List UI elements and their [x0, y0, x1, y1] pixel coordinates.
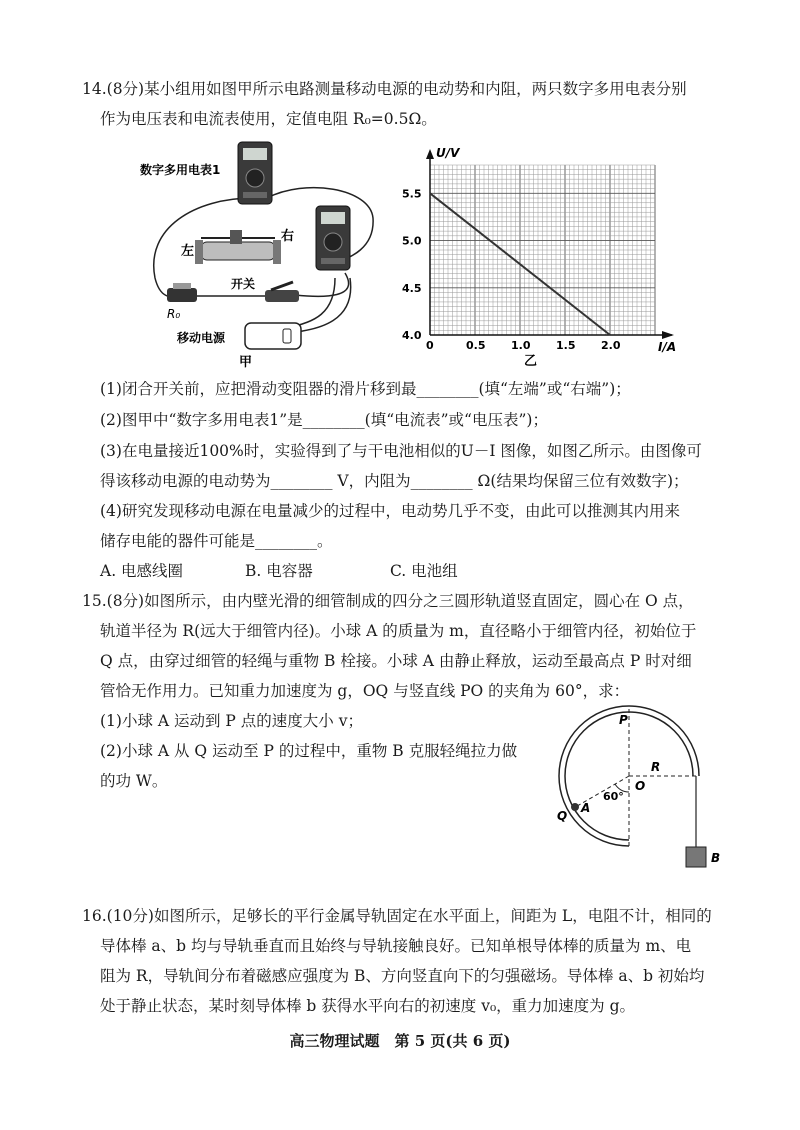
label-o: O [635, 779, 646, 793]
page-footer: 高三物理试题 第 5 页(共 6 页) [289, 1032, 511, 1050]
digital-multimeter-2 [316, 206, 350, 270]
r0-label: R₀ [167, 307, 181, 321]
q16-line1: 16.(10分)如图所示，足够长的平行金属导轨固定在水平面上，间距为 L，电阻不计，相同的 [82, 907, 712, 925]
x-tick-label: 2.0 [601, 339, 621, 352]
x-tick-label: 1.0 [511, 339, 531, 352]
y-tick-label: 5.5 [402, 187, 422, 201]
resistor-r0 [167, 283, 197, 302]
q15-sub1: (1)小球 A 运动到 P 点的速度大小 v； [100, 712, 363, 730]
meter1-label: 数字多用电表1 [140, 163, 221, 177]
option-a: A. 电感线圈 [100, 562, 184, 580]
q14-line2: 作为电压表和电流表使用，定值电阻 R₀=0.5Ω。 [100, 110, 437, 128]
q14-sub3b: 得该移动电源的电动势为________ V，内阻为________ Ω(结果均保留三位有效数字)； [100, 472, 689, 490]
q15-sub2b: 的功 W。 [100, 772, 168, 790]
sliding-rheostat [195, 230, 281, 264]
x-tick-label: 0.5 [466, 339, 486, 352]
q16-line3: 阻为 R，导轨间分布着磁感应强度为 B、方向竖直向下的匀强磁场。导体棒 a、b 初始均 [100, 967, 705, 985]
q14-sub3a: (3)在电量接近100%时，实验得到了与干电池相似的U－I 图像，如图乙所示。由图像可 [100, 442, 702, 460]
ui-graph-yi [400, 145, 700, 370]
x-tick-label: 1.5 [556, 339, 576, 352]
y-axis-arrow [426, 149, 434, 159]
q15-sub2a: (2)小球 A 从 Q 运动至 P 的过程中，重物 B 克服轻绳拉力做 [100, 742, 518, 760]
weight-b [686, 847, 706, 867]
option-c: C. 电池组 [390, 562, 458, 580]
fig-jia-caption: 甲 [239, 355, 253, 370]
q14-sub2: (2)图甲中“数字多用电表1”是________(填“电流表”或“电压表”)； [100, 411, 548, 429]
label-q: Q [557, 809, 568, 823]
right-label: 右 [281, 229, 295, 244]
fig-yi-caption: 乙 [524, 354, 538, 369]
digital-multimeter-1 [238, 142, 272, 204]
x-tick-label: 0 [426, 339, 434, 352]
y-tick-label: 4.5 [402, 281, 422, 295]
label-p: P [619, 713, 628, 727]
q15-line1: 15.(8分)如图所示，由内壁光滑的细管制成的四分之三圆形轨道竖直固定，圆心在 O 点， [82, 592, 694, 610]
y-axis-label: U/V [436, 146, 460, 160]
q15-line2: 轨道半径为 R(远大于细管内径)。小球 A 的质量为 m，直径略小于细管内径，初始位于 [100, 622, 697, 640]
q14-sub4b: 储存电能的器件可能是________。 [100, 532, 333, 550]
option-b: B. 电容器 [245, 562, 313, 580]
y-tick-label: 5.0 [402, 234, 422, 248]
track-figure [545, 700, 735, 875]
switch [265, 282, 299, 302]
left-label: 左 [181, 244, 195, 259]
q14-sub1: (1)闭合开关前，应把滑动变阻器的滑片移到最________(填“左端”或“右端”)； [100, 380, 631, 398]
wire [285, 278, 335, 328]
q16-line4: 处于静止状态，某时刻导体棒 b 获得水平向右的初速度 v₀，重力加速度为 g。 [100, 997, 636, 1015]
x-axis-label: I/A [658, 340, 677, 354]
power-bank [245, 323, 301, 349]
q14-line1: 14.(8分)某小组用如图甲所示电路测量移动电源的电动势和内阻，两只数字多用电表分别 [82, 80, 687, 98]
wire [295, 273, 349, 296]
q15-line3: Q 点，由穿过细管的轻绳与重物 B 栓接。小球 A 由静止释放，运动至最高点 P 时对细 [100, 652, 692, 670]
label-r: R [651, 760, 661, 774]
label-a: A [581, 801, 591, 815]
q16-line2: 导体棒 a、b 均与导轨垂直而且始终与导轨接触良好。已知单根导体棒的质量为 m、电 [100, 937, 692, 955]
circuit-figure-jia [135, 138, 395, 373]
q14-sub4a: (4)研究发现移动电源在电量减少的过程中，电动势几乎不变，由此可以推测其内用来 [100, 502, 680, 520]
chart-grid [430, 165, 655, 335]
x-axis-arrow [662, 331, 674, 339]
label-angle: 60° [603, 790, 624, 803]
q15-line4: 管恰无作用力。已知重力加速度为 g，OQ 与竖直线 PO 的夹角为 60°，求： [100, 682, 630, 700]
switch-label: 开关 [231, 277, 256, 291]
y-tick-label: 4.0 [402, 329, 422, 342]
ball-a [571, 803, 579, 811]
label-b: B [711, 851, 721, 865]
power-label: 移动电源 [177, 331, 226, 345]
